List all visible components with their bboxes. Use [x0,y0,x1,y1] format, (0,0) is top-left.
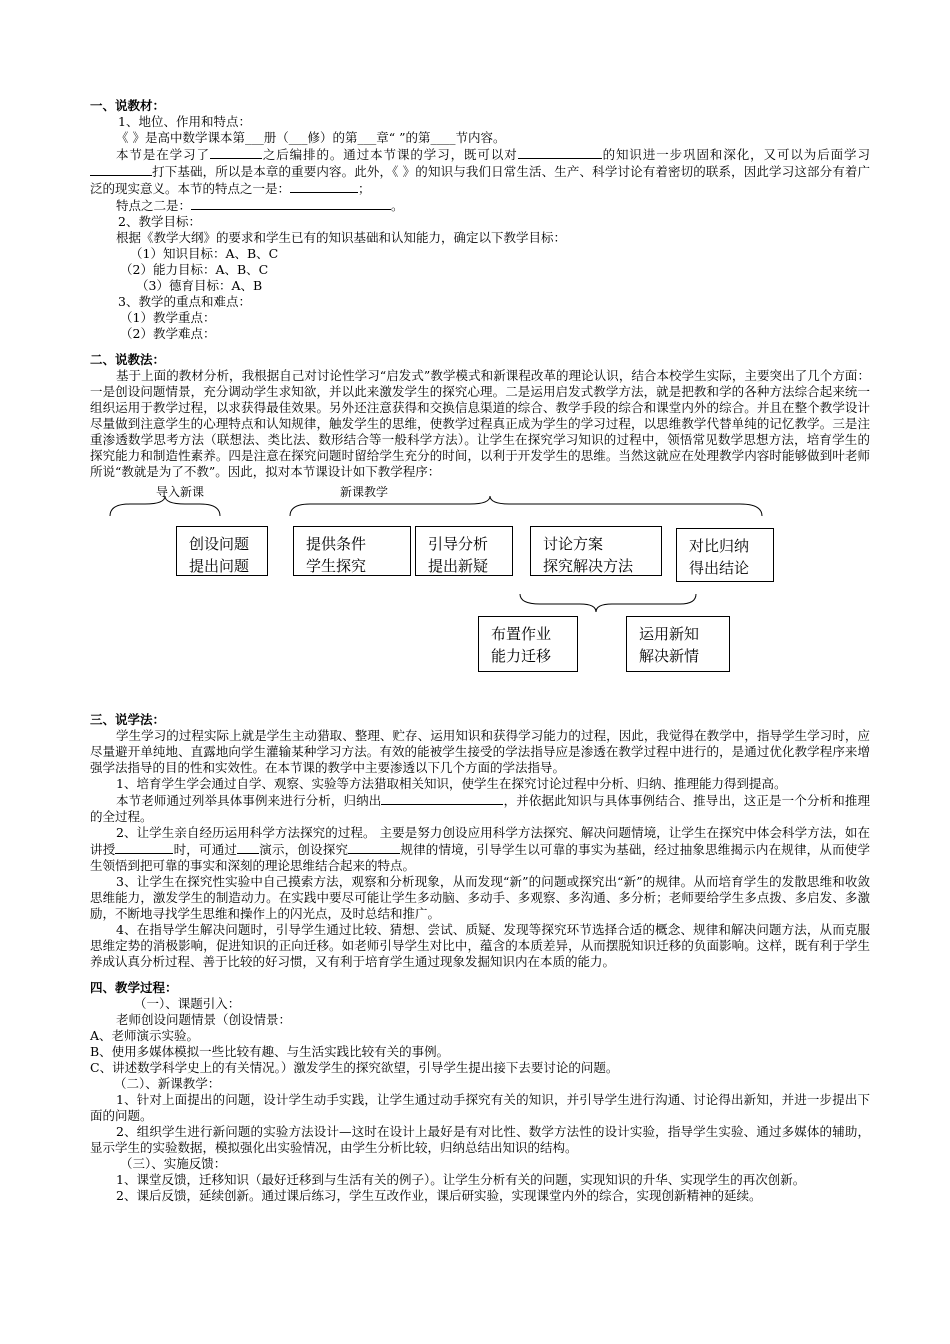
paragraph: 本节是在学习了 之后编排的。通过本节课的学习，既可以对 的知识进一步巩固和深化，又可以为后面学习打下基础，所以是本章的重要内容。此外，《 》的知识与我们日常生活、生产、科学讨论有着密切的联系，因此学习这部分有着广泛的现实意义。本节的特点之一是： ； [90,147,870,196]
label-intro: 导入新课 [156,485,205,499]
step-discuss-plan: 讨论方案 探究解决方法 [530,526,662,576]
paragraph: B、使用多媒体模拟一些比较有趣、与生活实践比较有关的事例。 [90,1044,450,1059]
paragraph: （二）、新课教学： [114,1076,221,1091]
paragraph: （三）、实施反馈： [120,1156,227,1171]
paragraph: （2）教学难点： [120,326,216,341]
document [90,98,870,1204]
paragraph: 2、课后反馈，延续创新。通过课后练习，学生互改作业，课后研实验，实现课堂内外的综合，实现创新精神的延续。 [116,1188,762,1203]
section-title-method: 二、说教法： [90,352,166,367]
paragraph: 4、在指导学生解决问题时，引导学生通过比较、猜想、尝试、质疑、发现等探究环节选择合适的概念、规律和解决问题方法，从而克服思维定势的消极影响，促进知识的正向迁移。如老师引导学生对比中，蕴含的本质差异，从而摆脱知识迁移的负面影响。这样，既有利于学生养成认真分析过程、善于比较的好习惯，又有利于培育学生通过现象发掘知识内在本质的能力。 [90,922,870,969]
step-guide-analysis: 引导分析 提出新疑 [415,526,513,576]
paragraph: 2、让学生亲自经历运用科学方法探究的过程。 主要是努力创设应用科学方法探究、解决问题情境，让学生在探究中体会科学方法，如在讲授 时，可通过 演示，创设探究 规律的情境，引导学生以可靠的事实为基础，经过抽象思维揭示内在规律，从而使学生领悟到把可靠的事实和深刻的理论思维结合起来的特点。 [90,825,870,873]
section-title-learning: 三、说学法： [90,712,166,727]
paragraph: A、老师演示实验。 [90,1028,200,1043]
label-new-lesson: 新课教学 [340,485,389,499]
section-title-textbook: 一、说教材： [90,98,166,113]
paragraph: 本节老师通过列举具体事例来进行分析，归纳出 ，并依据此知识与具体事例结合、推导出，这正是一个分析和推理的全过程。 [90,793,870,824]
paragraph: 老师创设问题情景（创设情景： [116,1012,292,1027]
paragraph: 1、针对上面提出的问题，设计学生动手实践，让学生通过动手探究有关的知识，并引导学生进行沟通、讨论得出新知，并进一步提出下面的问题。 [90,1092,870,1123]
step-create-question: 创设问题 提出问题 [176,526,268,576]
step-apply-knowledge: 运用新知 解决新情 [626,616,730,672]
paragraph: （2）能力目标：A、B、C [120,262,269,277]
paragraph: 2、组织学生进行新问题的实验方法设计—这时在设计上最好是有对比性、数学方法性的设计实验，指导学生实验、通过多媒体的辅助，显示学生的实验数据，模拟强化出实验情况，由学生分析比较，归纳总结出知识的结构。 [90,1124,870,1155]
section-title-process: 四、教学过程： [90,980,178,995]
paragraph: 2、教学目标： [118,214,201,229]
paragraph: 1、培育学生学会通过自学、观察、实验等方法猎取相关知识，使学生在探究讨论过程中分析、归纳、推理能力得到提高。 [116,776,787,791]
paragraph: 根据《教学大纲》的要求和学生已有的知识基础和认知能力，确定以下教学目标： [116,230,567,245]
paragraph: （3）德育目标：A、B [136,278,263,293]
step-compare-conclude: 对比归纳 得出结论 [676,528,774,582]
paragraph: 1、地位、作用和特点： [118,114,251,129]
paragraph: 学生学习的过程实际上就是学生主动猎取、整理、贮存、运用知识和获得学习能力的过程，因此，我觉得在教学中，指导学生学习时，应尽量避开单纯地、直露地向学生灌输某种学习方法。有效的能被学生接受的学法指导应是渗透在教学过程中进行的，是通过优化教学程序来增强学法指导的目的性和实效性。在本节课的教学中主要渗透以下几个方面的学法指导。 [90,728,870,775]
paragraph: C、讲述数学科学史上的有关情况。）激发学生的探究欲望，引导学生提出接下去要讨论的问题。 [90,1060,619,1075]
paragraph: （1）教学重点： [120,310,216,325]
paragraph: （1）知识目标：A、B、C [130,246,279,261]
step-provide-conditions: 提供条件 学生探究 [293,526,411,576]
paragraph: 《 》是高中数学课本第___册（___修）的第___章“ ”的第____节内容。 [116,130,506,145]
paragraph: 基于上面的教材分析，我根据自己对讨论性学习“启发式”教学模式和新课程改革的理论认识，结合本校学生实际，主要突出了几个方面：一是创设问题情景，充分调动学生求知欲，并以此来激发学生的探究心理。二是运用启发式教学方法，就是把教和学的各种方法综合起来统一组织运用于教学过程，以求获得最佳效果。另外还注意获得和交换信息渠道的综合、教学手段的综合和课堂内外的综合。并且在整个教学设计尽量做到注意学生的心理特点和认知规律，触发学生的思维，使教学过程真正成为学生的学习过程，以思维教学代替单纯的记忆教学。三是注重渗透数学思考方法（联想法、类比法、数形结合等一般科学方法）。让学生在探究学习知识的过程中，领悟常见数学思想方法，培育学生的探究能力和制造性素养。四是注意在探究问题时留给学生充分的时间，以利于开发学生的思维。当然这就应在处理教学内容时能够做到叶老师所说“教就是为了不教”。因此，拟对本节课设计如下教学程序： [90,368,870,479]
paragraph: 特点之二是： 。 [116,198,404,213]
paragraph: 1、课堂反馈，迁移知识（最好迁移到与生活有关的例子）。让学生分析有关的问题，实现知识的升华、实现学生的再次创新。 [116,1172,806,1187]
paragraph: 3、让学生在探究性实验中自己摸索方法，观察和分析现象，从而发现“新”的问题或探究出“新”的规律。从而培育学生的发散思维和收敛思维能力，激发学生的制造动力。在实践中要尽可能让学生多动脑、多动手、多观察、多沟通、多分析；老师要给学生多点拨、多启发、多激励，不断地寻找学生思维和操作上的闪光点，及时总结和推广。 [90,874,870,921]
paragraph: （一）、课题引入： [134,996,241,1011]
paragraph: 3、教学的重点和难点： [118,294,251,309]
step-homework: 布置作业 能力迁移 [478,616,578,672]
flowchart [90,485,870,702]
